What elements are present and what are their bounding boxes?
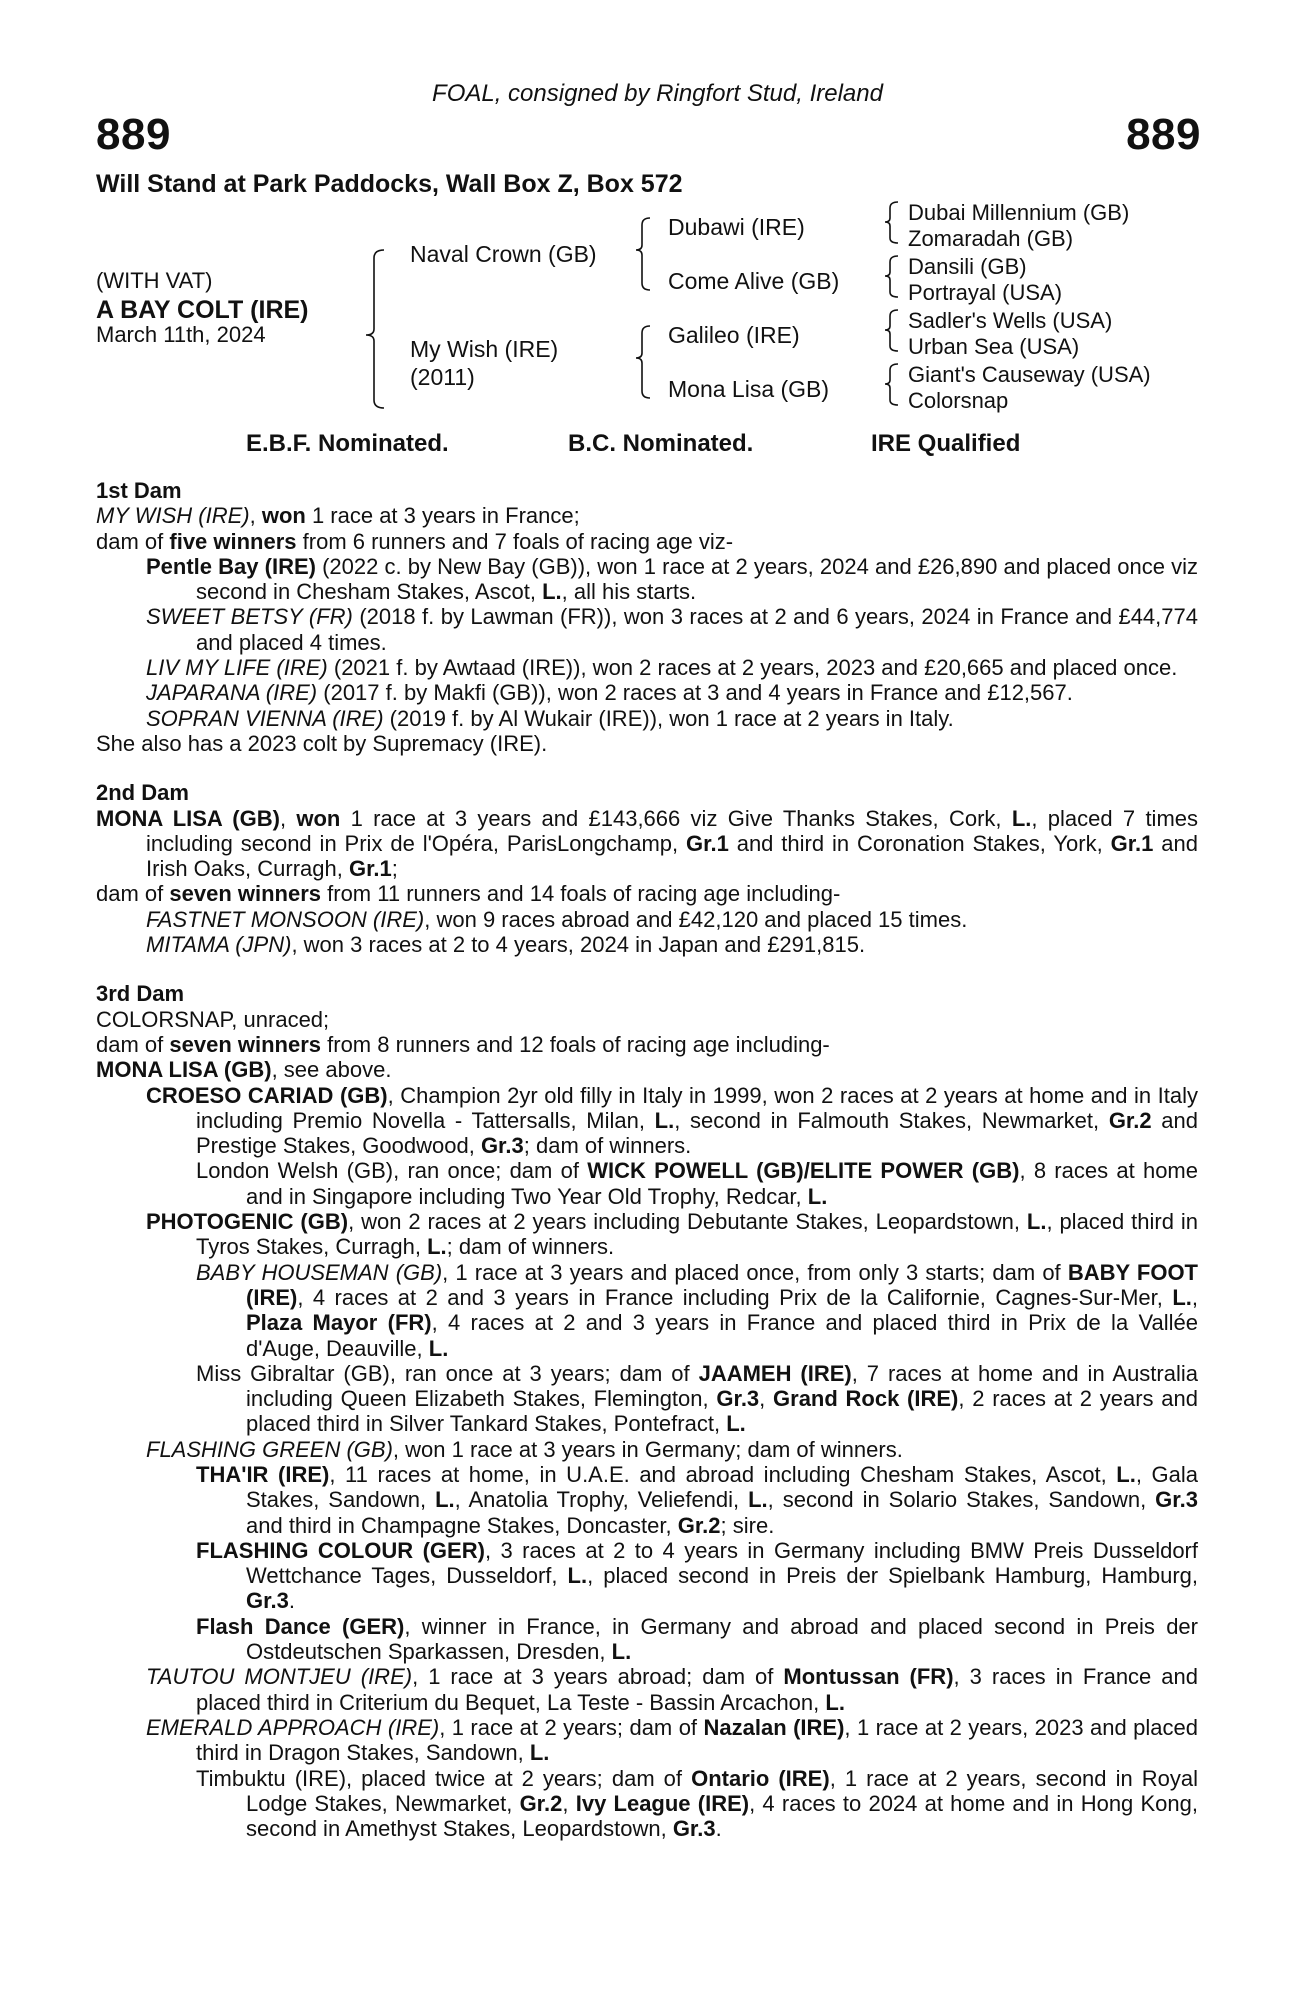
- lot-number-left: 889: [96, 110, 171, 159]
- ire-qualified: IRE Qualified: [871, 430, 1021, 457]
- dam-name: My Wish (IRE): [410, 336, 559, 362]
- brace-gp4: [885, 364, 898, 405]
- dam-dam: Mona Lisa (GB): [668, 376, 830, 402]
- third-dam-produce-summary: dam of seven winners from 8 runners and 12 foals of racing age including-: [96, 1031, 830, 1057]
- sire-sire: Dubawi (IRE): [668, 214, 805, 240]
- ggp-8: Colorsnap: [908, 388, 1009, 413]
- lot-number-right: 889: [1126, 110, 1201, 159]
- brace-parents: [366, 250, 384, 408]
- produce-entry: Pentle Bay (IRE) (2022 c. by New Bay (GB)), won 1 race at 2 years, 2024 and £26,890 and placed once viz second in Chesham Stakes, Ascot, L., all his starts.: [146, 553, 1198, 605]
- second-dam-heading: 2nd Dam: [96, 780, 189, 806]
- ggp-6: Urban Sea (USA): [908, 334, 1080, 359]
- ggp-3: Dansili (GB): [908, 254, 1027, 279]
- brace-dam: [636, 326, 650, 398]
- ggp-7: Giant's Causeway (USA): [908, 362, 1151, 387]
- produce-entry: Timbuktu (IRE), placed twice at 2 years; dam of Ontario (IRE), 1 race at 2 years, second in Royal Lodge Stakes, Newmarket, Gr.2, Ivy League (IRE), 4 races to 2024 at home and in Hong Kong, second in Amethyst Stakes, Leopardstown, Gr.3.: [196, 1765, 1198, 1842]
- sire-name: Naval Crown (GB): [410, 241, 597, 267]
- dam-sire: Galileo (IRE): [668, 322, 800, 348]
- ggp-2: Zomaradah (GB): [908, 226, 1074, 251]
- produce-entry: EMERALD APPROACH (IRE), 1 race at 2 years; dam of Nazalan (IRE), 1 race at 2 years, 2023 and placed third in Dragon Stakes, Sandown, L.: [146, 1714, 1198, 1766]
- grand-produce-entry: BABY HOUSEMAN (GB), 1 race at 3 years and placed once, from only 3 starts; dam of BABY FOOT (IRE), 4 races at 2 and 3 years in France including Prix de la Californie, Cagnes-Sur-Mer, L., Plaza Mayor (FR), 4 races at 2 and 3 years in France and placed third in Prix de la Vallée d'Auge, Deauville, L.: [196, 1259, 1198, 1361]
- produce-entry: PHOTOGENIC (GB), won 2 races at 2 years including Debutante Stakes, Leopardstown, L., placed third in Tyros Stakes, Curragh, L.; dam of winners.: [146, 1209, 1198, 1260]
- grand-produce-entry: Flash Dance (GER), winner in France, in Germany and abroad and placed second in Preis der Ostdeutschen Sparkassen, Dresden, L.: [196, 1613, 1198, 1665]
- bc-nominated: B.C. Nominated.: [568, 430, 754, 457]
- first-dam-note: She also has a 2023 colt by Supremacy (IRE).: [96, 730, 548, 756]
- brace-gp3: [885, 310, 898, 351]
- grand-produce-entry: FLASHING COLOUR (GER), 3 races at 2 to 4 years in Germany including BMW Preis Dusseldorf Wettchance Tages, Dusseldorf, L., placed second in Preis der Spielbank Hamburg, Hamburg, Gr.3.: [196, 1537, 1199, 1614]
- grand-produce-entry: THA'IR (IRE), 11 races at home, in U.A.E. and abroad including Chesham Stakes, Ascot, L., Gala Stakes, Sandown, L., Anatolia Trophy, Veliefendi, L., second in Solario Stakes, Sandown, Gr.3 and third in Champagne Stakes, Doncaster, Gr.2; sire.: [196, 1461, 1199, 1538]
- ggp-5: Sadler's Wells (USA): [908, 308, 1113, 333]
- produce-entry: MITAMA (JPN), won 3 races at 2 to 4 years, 2024 in Japan and £291,815.: [146, 932, 866, 958]
- second-dam-line: MONA LISA (GB), won 1 race at 3 years and £143,666 viz Give Thanks Stakes, Cork, L., placed 7 times including second in Prix de l'Opéra, ParisLongchamp, Gr.1 and third in Coronation Stakes, York, Gr.1 and Irish Oaks, Curragh, Gr.1;: [96, 805, 1199, 882]
- produce-entry: JAPARANA (IRE) (2017 f. by Makfi (GB)), won 2 races at 3 and 4 years in France and £12,567.: [146, 680, 1073, 706]
- first-dam-produce-summary: dam of five winners from 6 runners and 7 foals of racing age viz-: [96, 528, 734, 554]
- first-dam-heading: 1st Dam: [96, 478, 182, 503]
- produce-entry: LIV MY LIFE (IRE) (2021 f. by Awtaad (IRE)), won 2 races at 2 years, 2023 and £20,665 and placed once.: [146, 655, 1178, 681]
- dam-year: (2011): [410, 364, 475, 390]
- grand-produce-entry: London Welsh (GB), ran once; dam of WICK POWELL (GB)/ELITE POWER (GB), 8 races at home and in Singapore including Two Year Old Trophy, Redcar, L.: [196, 1158, 1198, 1209]
- foaling-date: March 11th, 2024: [96, 322, 266, 347]
- first-dam-line: MY WISH (IRE), won 1 race at 3 years in France;: [96, 503, 580, 529]
- grand-produce-entry: Miss Gibraltar (GB), ran once at 3 years; dam of JAAMEH (IRE), 7 races at home and in Australia including Queen Elizabeth Stakes, Flemington, Gr.3, Grand Rock (IRE), 2 races at 2 years and placed third in Silver Tankard Stakes, Pontefract, L.: [196, 1360, 1198, 1437]
- ggp-1: Dubai Millennium (GB): [908, 200, 1130, 225]
- third-dam-line: COLORSNAP, unraced;: [96, 1006, 330, 1032]
- consignor-line: FOAL, consigned by Ringfort Stud, Ireland: [432, 80, 883, 107]
- produce-entry: FLASHING GREEN (GB), won 1 race at 3 years in Germany; dam of winners.: [146, 1436, 903, 1462]
- produce-entry: FASTNET MONSOON (IRE), won 9 races abroad and £42,120 and placed 15 times.: [146, 906, 968, 932]
- brace-gp2: [885, 256, 898, 297]
- second-dam-produce-summary: dam of seven winners from 11 runners and 14 foals of racing age including-: [96, 881, 841, 907]
- produce-entry: TAUTOU MONTJEU (IRE), 1 race at 3 years abroad; dam of Montussan (FR), 3 races in France and placed third in Criterium du Bequet, La Teste - Bassin Arcachon, L.: [146, 1664, 1199, 1715]
- ebf-nominated: E.B.F. Nominated.: [246, 430, 449, 457]
- brace-sire: [636, 218, 650, 290]
- catalogue-body: [96, 478, 1198, 1841]
- brace-gp1: [885, 202, 898, 243]
- sire-dam: Come Alive (GB): [668, 268, 840, 294]
- ggp-4: Portrayal (USA): [908, 280, 1063, 305]
- produce-entry: MONA LISA (GB), see above.: [96, 1057, 392, 1083]
- produce-entry: CROESO CARIAD (GB), Champion 2yr old filly in Italy in 1999, won 2 races at 2 years at home and in Italy including Premio Novella - Tattersalls, Milan, L., second in Falmouth Stakes, Newmarket, Gr.2 and Prestige Stakes, Goodwood, Gr.3; dam of winners.: [146, 1082, 1198, 1159]
- third-dam-heading: 3rd Dam: [96, 981, 185, 1007]
- produce-entry: SOPRAN VIENNA (IRE) (2019 f. by Al Wukair (IRE)), won 1 race at 2 years in Italy.: [146, 705, 954, 731]
- vat-note: (WITH VAT): [96, 268, 213, 293]
- stand-location: Will Stand at Park Paddocks, Wall Box Z, Box 572: [96, 170, 683, 198]
- produce-entry: SWEET BETSY (FR) (2018 f. by Lawman (FR)), won 3 races at 2 and 6 years, 2024 in France and £44,774 and placed 4 times.: [146, 604, 1198, 655]
- horse-name: A BAY COLT (IRE): [96, 296, 309, 324]
